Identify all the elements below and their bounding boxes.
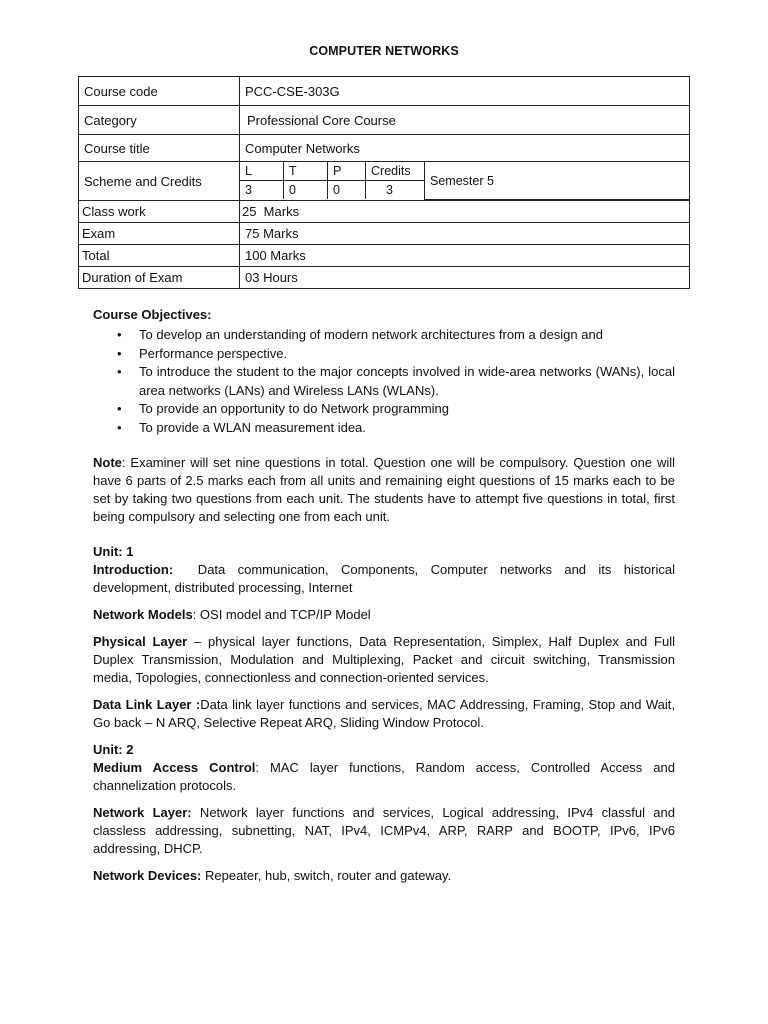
scheme-value-t: 0 xyxy=(284,181,328,200)
list-item: • Performance perspective. xyxy=(139,345,675,364)
syllabus-content xyxy=(93,306,679,885)
course-code-value: PCC-CSE-303G xyxy=(240,77,690,106)
mac-label: Medium Access Control xyxy=(93,760,256,775)
table-row xyxy=(79,201,690,223)
objectives-list xyxy=(93,326,675,437)
data-link-label: Data Link Layer : xyxy=(93,697,201,712)
list-item: • To develop an understanding of modern network architectures from a design and xyxy=(139,326,675,345)
introduction-text: Data communication, Components, Computer networks and its historical development, distributed processing, Internet xyxy=(93,562,679,595)
physical-layer-paragraph xyxy=(93,633,675,687)
scheme-table xyxy=(240,162,689,200)
note-label: Note xyxy=(93,455,122,470)
total-label: Total xyxy=(79,245,240,267)
unit2-heading: Unit: 2 xyxy=(93,742,134,757)
course-code-label: Course code xyxy=(79,77,240,106)
unit1-heading: Unit: 1 xyxy=(93,544,134,559)
network-layer-label: Network Layer: xyxy=(93,805,192,820)
category-value: Professional Core Course xyxy=(240,106,690,135)
total-value: 100 Marks xyxy=(240,245,690,267)
table-row xyxy=(79,77,690,106)
course-title-value: Computer Networks xyxy=(240,135,690,162)
objectives-heading: Course Objectives: xyxy=(93,307,212,322)
duration-label: Duration of Exam xyxy=(79,267,240,289)
network-devices-text: Repeater, hub, switch, router and gateway. xyxy=(201,868,452,883)
semester-value: Semester 5 xyxy=(425,162,690,199)
data-link-paragraph xyxy=(93,696,675,732)
list-item: • To provide a WLAN measurement idea. xyxy=(139,419,675,438)
scheme-header-credits: Credits xyxy=(366,162,425,181)
mac-paragraph xyxy=(93,759,675,795)
scheme-label: Scheme and Credits xyxy=(79,162,240,201)
scheme-header-p: P xyxy=(328,162,366,181)
scheme-cell xyxy=(240,162,690,201)
table-row xyxy=(79,162,690,201)
network-devices-paragraph xyxy=(93,867,675,885)
duration-value: 03 Hours xyxy=(240,267,690,289)
table-row xyxy=(79,223,690,245)
introduction-label: Introduction: xyxy=(93,562,174,577)
note-text: : Examiner will set nine questions in total. Question one will be compulsory. Question one will have 6 parts of 2.5 marks each from all units and remaining eight questions of 15 marks each to be set by taking two questions from each unit. The students have to attempt five questions in total, first being compulsory and selecting one from each unit. xyxy=(93,455,675,524)
data-link-text: Data link layer functions and services, MAC Addressing, Framing, Stop and Wait, Go back – N ARQ, Selective Repeat ARQ, Sliding Window Protocol. xyxy=(93,697,675,730)
table-row xyxy=(79,267,690,289)
network-models-paragraph xyxy=(93,606,675,624)
network-models-text: : OSI model and TCP/IP Model xyxy=(192,607,371,622)
physical-layer-text: – physical layer functions, Data Representation, Simplex, Half Duplex and Full Duplex Transmission, Modulation and Multiplexing, Packet and circuit switching, Transmission media, Topologies, connectionless and connection-oriented services. xyxy=(93,634,675,685)
class-work-label: Class work xyxy=(79,201,240,223)
exam-value: 75 Marks xyxy=(240,223,690,245)
scheme-header-t: T xyxy=(284,162,328,181)
scheme-value-credits: 3 xyxy=(366,181,425,200)
network-layer-text: Network layer functions and services, Logical addressing, IPv4 classful and classless addressing, subnetting, NAT, IPv4, ICMPv4, ARP, RARP and BOOTP, IPv6, IPv6 addressing, DHCP. xyxy=(93,805,675,856)
course-title-label: Course title xyxy=(79,135,240,162)
network-devices-label: Network Devices: xyxy=(93,868,202,883)
mac-text: : MAC layer functions, Random access, Controlled Access and channelization protocols. xyxy=(93,760,675,793)
list-item: • To provide an opportunity to do Network programming xyxy=(139,400,675,419)
physical-layer-label: Physical Layer xyxy=(93,634,188,649)
table-row xyxy=(79,106,690,135)
category-label: Category xyxy=(79,106,240,135)
scheme-value-p: 0 xyxy=(328,181,366,200)
introduction-paragraph xyxy=(93,561,679,597)
network-layer-paragraph xyxy=(93,804,675,858)
network-models-label: Network Models xyxy=(93,607,193,622)
course-info-table xyxy=(78,76,690,289)
list-item: • To introduce the student to the major concepts involved in wide-area networks (WANs), local area networks (LANs) and Wireless LANs (WLANs). xyxy=(139,363,675,400)
exam-label: Exam xyxy=(79,223,240,245)
table-row xyxy=(79,135,690,162)
note-paragraph xyxy=(93,454,675,526)
page-title: COMPUTER NETWORKS xyxy=(309,44,459,58)
class-work-value: 25 Marks xyxy=(240,201,690,223)
scheme-header-l: L xyxy=(240,162,284,181)
table-row xyxy=(79,245,690,267)
scheme-value-l: 3 xyxy=(240,181,284,200)
